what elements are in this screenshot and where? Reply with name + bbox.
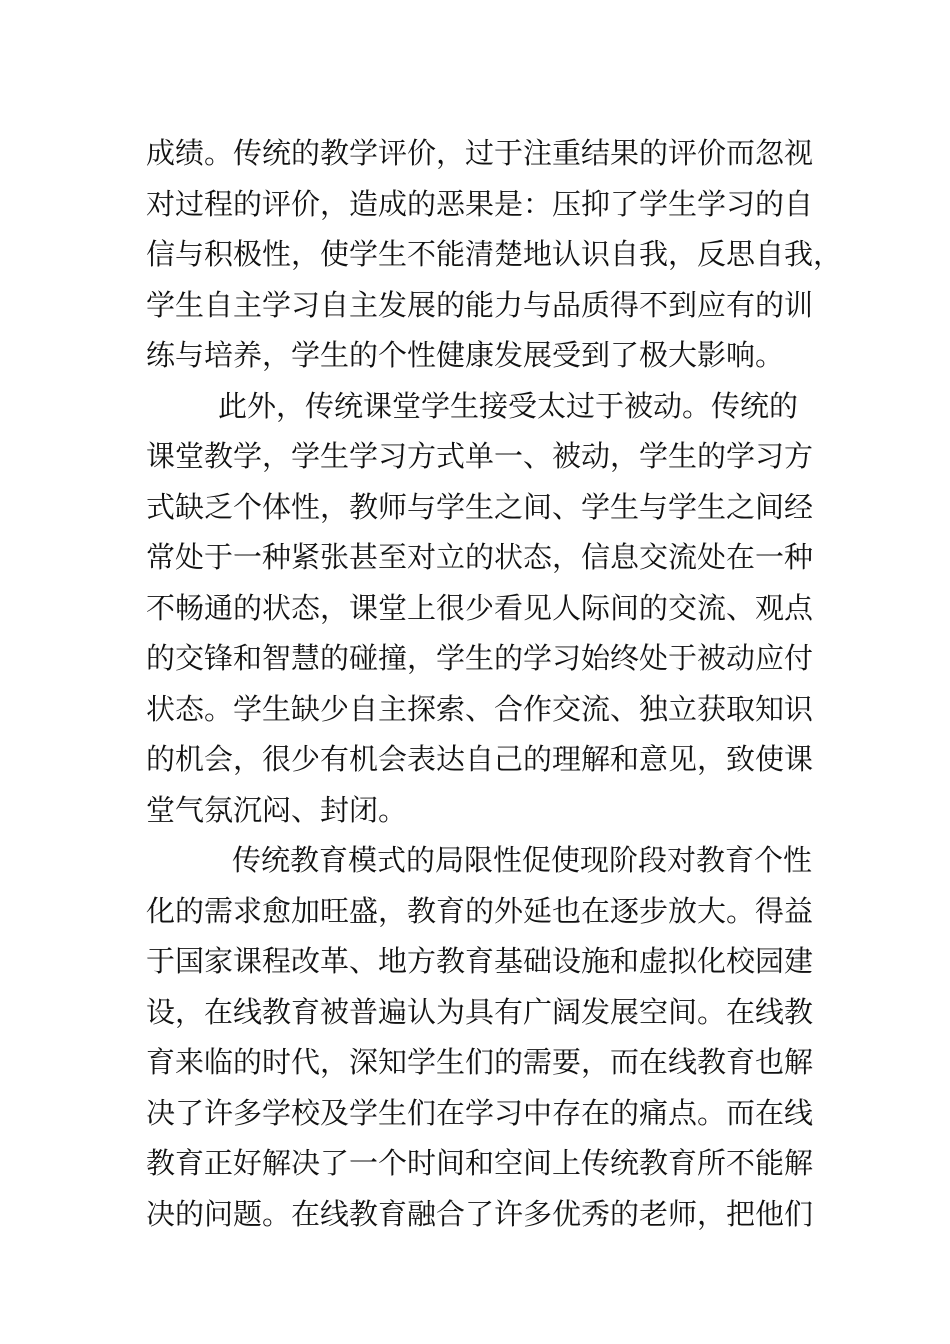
text-line: 育来临的时代，深知学生们的需要，而在线教育也解: [146, 1045, 814, 1079]
text-line: 对过程的评价，造成的恶果是：压抑了学生学习的自: [146, 186, 814, 221]
text-line: 决的问题。在线教育融合了许多优秀的老师，把他们: [146, 1196, 814, 1231]
text-line: 决了许多学校及学生们在学习中存在的痛点。而在线: [146, 1095, 814, 1130]
text-line: 练与培养，学生的个性健康发展受到了极大影响。: [146, 338, 785, 372]
text-line: 状态。学生缺少自主探索、合作交流、独立获取知识: [146, 691, 814, 726]
text-line: 教育正好解决了一个时间和空间上传统教育所不能解: [146, 1146, 814, 1180]
text-line: 堂气氛沉闷、封闭。: [146, 792, 408, 827]
text-line: 的机会，很少有机会表达自己的理解和意见，致使课: [146, 742, 814, 776]
text-line: 传统教育模式的局限性促使现阶段对教育个性: [232, 843, 813, 877]
text-line: 不畅通的状态，课堂上很少看见人际间的交流、观点: [146, 590, 814, 625]
text-line: 信与积极性，使学生不能清楚地认识自我，反思自我，: [146, 237, 843, 271]
paragraph-1: [146, 128, 846, 381]
text-line: 课堂教学，学生学习方式单一、被动，学生的学习方: [146, 439, 814, 473]
text-line: 设，在线教育被普遍认为具有广阔发展空间。在线教: [146, 994, 814, 1029]
text-line: 成绩。传统的教学评价，过于注重结果的评价而忽视: [146, 136, 814, 170]
text-line: 的交锋和智慧的碰撞，学生的学习始终处于被动应付: [146, 641, 814, 675]
text-line: 学生自主学习自主发展的能力与品质得不到应有的训: [146, 287, 814, 322]
document-body: [146, 128, 846, 1239]
text-line: 式缺乏个体性，教师与学生之间、学生与学生之间经: [146, 489, 814, 524]
paragraph-2: [146, 381, 846, 836]
text-line: 化的需求愈加旺盛，教育的外延也在逐步放大。得益: [146, 893, 814, 928]
text-line: 于国家课程改革、地方教育基础设施和虚拟化校园建: [146, 944, 814, 978]
text-line: 常处于一种紧张甚至对立的状态，信息交流处在一种: [146, 540, 814, 574]
paragraph-3: [146, 835, 846, 1239]
text-line: 此外，传统课堂学生接受太过于被动。传统的: [218, 388, 799, 423]
